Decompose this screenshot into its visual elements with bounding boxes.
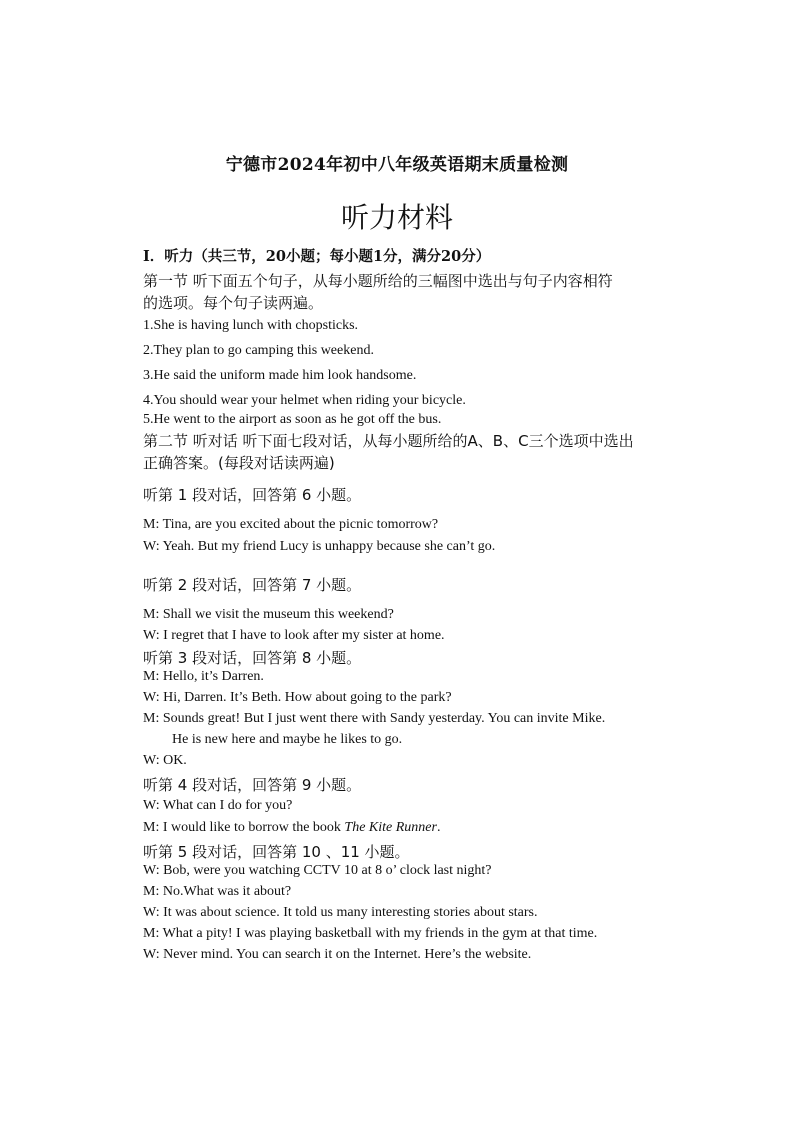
dialogue-line: M: Hello, it’s Darren. xyxy=(143,669,264,684)
dialogue-line: W: It was about science. It told us many interesting stories about stars. xyxy=(143,905,538,920)
sentence-item: 2.They plan to go camping this weekend. xyxy=(143,343,374,358)
part2-instruction-line1: 第二节 听对话 听下面七段对话，从每小题所给的A、B、C三个选项中选出 xyxy=(143,432,634,450)
sentence-item: 4.You should wear your helmet when riding your bicycle. xyxy=(143,393,466,408)
dialogue-line: M: What a pity! I was playing basketball with my friends in the gym at that time. xyxy=(143,926,598,941)
section-header: I．听力（共三节，20小题；每小题1分，满分20分） xyxy=(143,248,491,265)
dialogue-line-book xyxy=(143,820,440,836)
part1-instruction-line1: 第一节 听下面五个句子，从每小题所给的三幅图中选出与句子内容相符 xyxy=(143,272,613,290)
part2-instruction-line2: 正确答案。(每段对话读两遍) xyxy=(143,454,335,472)
part1-instruction-line2: 的选项。每个句子读两遍。 xyxy=(143,294,324,312)
dialogue-header-3: 听第 3 段对话，回答第 8 小题。 xyxy=(143,649,362,667)
dialogue-line: W: Never mind. You can search it on the Internet. Here’s the website. xyxy=(143,947,532,962)
dialogue-line: M: Shall we visit the museum this weekend? xyxy=(143,607,394,622)
dialogue-line: M: Sounds great! But I just went there with Sandy yesterday. You can invite Mike. xyxy=(143,711,606,726)
dialogue-line: M: Tina, are you excited about the picnic tomorrow? xyxy=(143,517,439,532)
dialogue-header-2: 听第 2 段对话，回答第 7 小题。 xyxy=(143,576,362,594)
dialogue-line: M: No.What was it about? xyxy=(143,884,292,899)
dialogue-line-suffix: . xyxy=(436,820,441,835)
dialogue-header-4: 听第 4 段对话，回答第 9 小题。 xyxy=(143,776,362,794)
sentence-item: 5.He went to the airport as soon as he got off the bus. xyxy=(143,412,442,427)
dialogue-line: W: I regret that I have to look after my sister at home. xyxy=(143,628,445,643)
dialogue-header-5: 听第 5 段对话，回答第 10 、11 小题。 xyxy=(143,843,410,861)
dialogue-header-1: 听第 1 段对话，回答第 6 小题。 xyxy=(143,486,362,504)
dialogue-line: W: What can I do for you? xyxy=(143,798,293,813)
dialogue-line: W: Bob, were you watching CCTV 10 at 8 o’ clock last night? xyxy=(143,863,492,878)
sentence-item: 1.She is having lunch with chopsticks. xyxy=(143,318,359,333)
sentence-item: 3.He said the uniform made him look handsome. xyxy=(143,368,417,383)
dialogue-line-continued: He is new here and maybe he likes to go. xyxy=(172,732,403,747)
dialogue-line: W: Yeah. But my friend Lucy is unhappy because she can’t go. xyxy=(143,539,496,554)
page-subtitle: 听力材料 xyxy=(340,201,453,234)
dialogue-line-prefix: M: I would like to borrow the book xyxy=(143,820,345,835)
book-title: The Kite Runner xyxy=(344,820,437,835)
dialogue-line: W: OK. xyxy=(143,753,187,768)
page-title: 宁德市2024年初中八年级英语期末质量检测 xyxy=(225,155,569,175)
dialogue-line: W: Hi, Darren. It’s Beth. How about going to the park? xyxy=(143,690,452,705)
